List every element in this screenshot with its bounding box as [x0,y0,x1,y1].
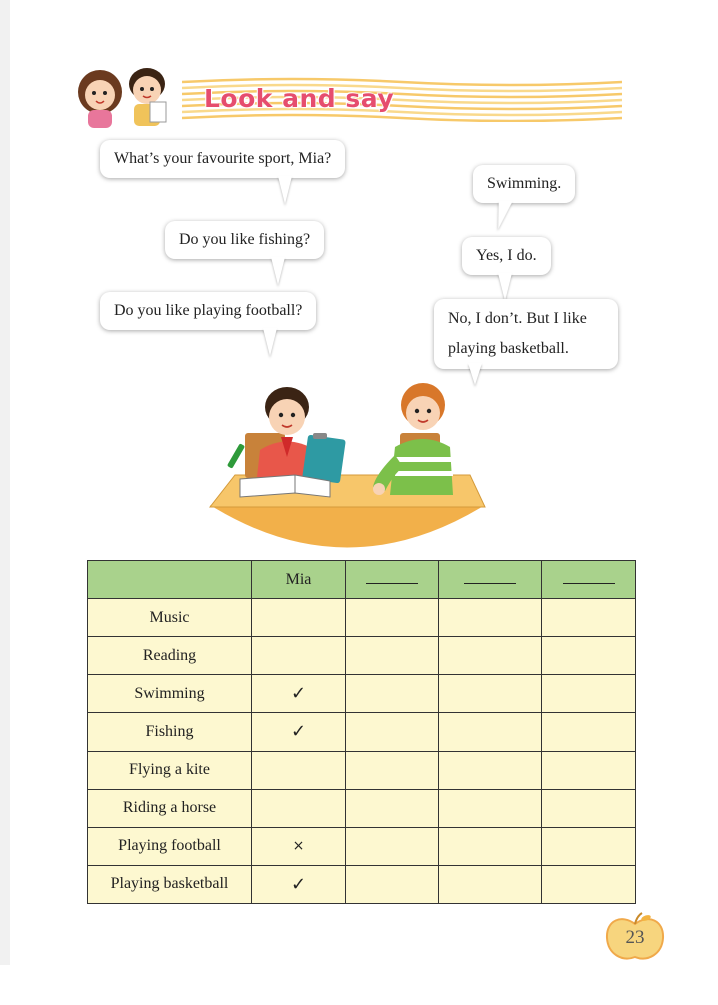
bubble-tail [278,176,292,204]
bubble-text: Swimming. [487,175,562,192]
answer-cell[interactable] [346,751,439,789]
header-blank [88,561,252,599]
mia-answer-cell [252,751,346,789]
page-number [604,912,666,962]
table-row [88,599,636,637]
answer-cell[interactable] [542,789,636,827]
answer-cell[interactable] [439,789,542,827]
table-row [88,789,636,827]
bubble-tail [491,201,513,229]
name-blank-line[interactable] [464,571,516,584]
name-blank-line[interactable] [366,571,418,584]
section-header [72,62,632,132]
mia-answer-cell: ✓ [252,675,346,713]
answer-cell[interactable] [542,675,636,713]
answer-cell[interactable] [346,599,439,637]
speech-bubble-basketball [434,299,618,369]
answer-cell[interactable] [542,599,636,637]
mia-answer-cell: ✓ [252,865,346,903]
activity-cell: Playing football [88,827,252,865]
bubble-text: Do you like playing football? [114,302,303,319]
answer-cell[interactable] [439,827,542,865]
bubble-text: Do you like fishing? [179,231,311,248]
answer-cell[interactable] [542,865,636,903]
mia-answer-cell: ✓ [252,713,346,751]
answer-cell[interactable] [439,637,542,675]
table-row [88,751,636,789]
table-row [88,637,636,675]
speech-bubble-favourite-sport [100,140,345,178]
answer-cell[interactable] [439,675,542,713]
name-blank-line[interactable] [563,571,615,584]
header-blank-name[interactable] [439,561,542,599]
answer-cell[interactable] [346,637,439,675]
activity-cell: Flying a kite [88,751,252,789]
activity-cell: Riding a horse [88,789,252,827]
answer-cell[interactable] [439,751,542,789]
students-at-desk-illustration [205,375,490,550]
speech-bubble-fishing [165,221,324,259]
mia-answer-cell: × [252,827,346,865]
table-row [88,827,636,865]
bubble-text: No, I don’t. But I like playing basketball. [448,310,587,357]
header-mia: Mia [252,561,346,599]
header-blank-name[interactable] [346,561,439,599]
bubble-tail [271,257,285,285]
activity-cell: Playing basketball [88,865,252,903]
activity-cell: Reading [88,637,252,675]
answer-cell[interactable] [346,827,439,865]
kids-mascot-icon [72,62,192,132]
answer-cell[interactable] [542,713,636,751]
activity-cell: Music [88,599,252,637]
table-row [88,675,636,713]
bubble-tail [498,273,512,301]
page-number-text: 23 [625,927,645,948]
answer-cell[interactable] [439,713,542,751]
activity-cell: Swimming [88,675,252,713]
mia-answer-cell [252,789,346,827]
answer-cell[interactable] [346,713,439,751]
sports-survey-table [87,560,636,904]
header-blank-name[interactable] [542,561,636,599]
mia-answer-cell [252,637,346,675]
answer-cell[interactable] [346,789,439,827]
speech-bubble-yes [462,237,551,275]
answer-cell[interactable] [542,827,636,865]
answer-cell[interactable] [542,751,636,789]
bubble-text: What’s your favourite sport, Mia? [114,150,332,167]
bubble-text: Yes, I do. [476,247,537,264]
answer-cell[interactable] [542,637,636,675]
answer-cell[interactable] [439,599,542,637]
answer-cell[interactable] [346,865,439,903]
activity-cell: Fishing [88,713,252,751]
page-title: Look and say [204,84,395,113]
table-row [88,865,636,903]
table-row [88,713,636,751]
table-header-row [88,561,636,599]
page-edge-shadow [0,0,10,965]
speech-bubble-swimming [473,165,575,203]
answer-cell[interactable] [439,865,542,903]
answer-cell[interactable] [346,675,439,713]
mia-answer-cell [252,599,346,637]
speech-bubble-football [100,292,316,330]
bubble-tail [263,328,277,356]
